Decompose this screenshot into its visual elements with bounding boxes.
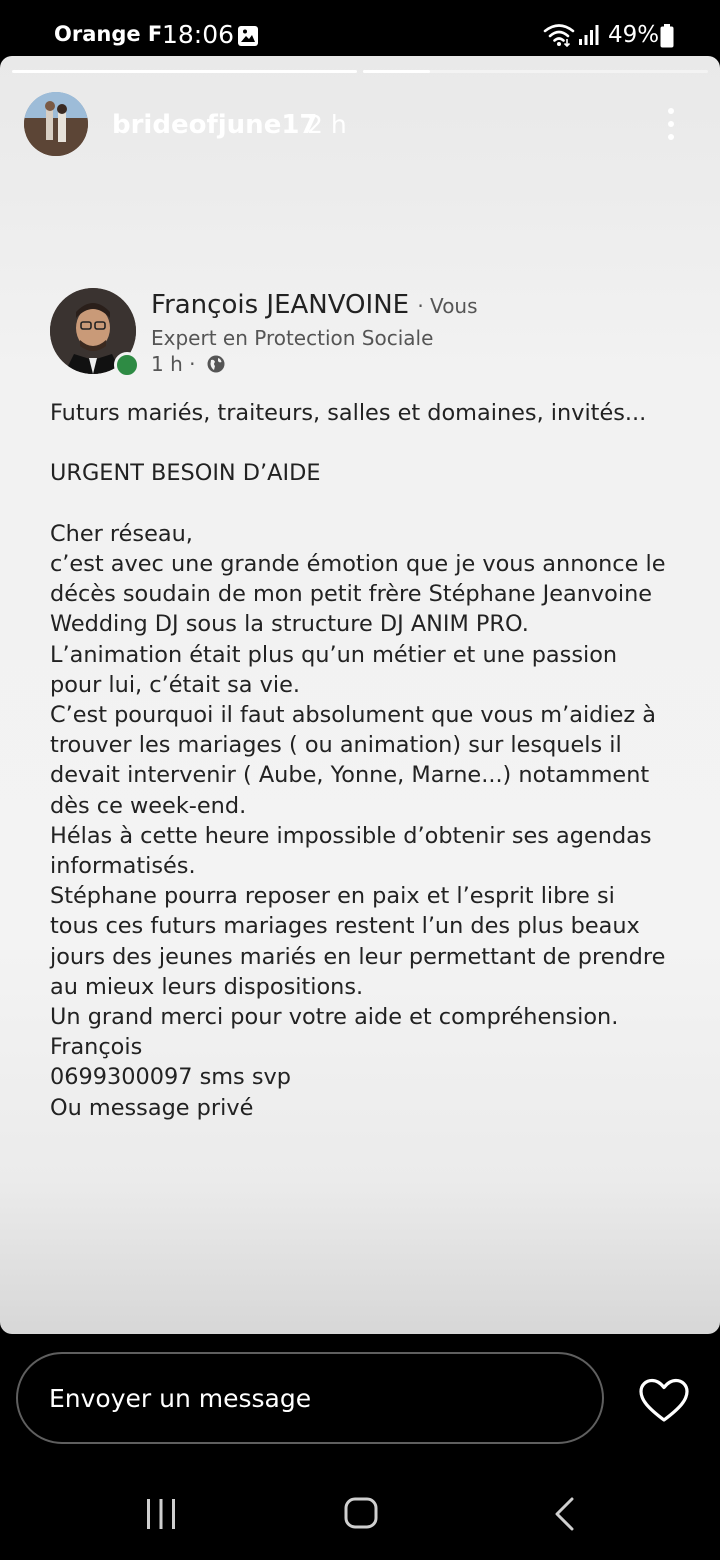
post-body-line: Stéphane pourra reposer en paix et l’esprit libre si [50, 883, 615, 910]
post-body-line: Ou message privé [50, 1094, 254, 1121]
post-author-tag: · Vous [417, 294, 478, 318]
battery-icon [660, 24, 674, 48]
status-clock: 18:06 [162, 20, 235, 49]
post-body-line: dès ce week-end. [50, 792, 247, 819]
post-time: 1 h · [151, 352, 196, 376]
post-body-line: au mieux leurs dispositions. [50, 973, 364, 1000]
post-body-blank-line [50, 489, 700, 519]
post-body-line: trouver les mariages ( ou animation) sur lesquels il [50, 732, 622, 759]
post-body [50, 398, 700, 1123]
post-meta [151, 352, 226, 376]
post-body-line: jours des jeunes mariés en leur permettant de prendre [50, 943, 666, 970]
post-body-line: URGENT BESOIN D’AIDE [50, 460, 321, 487]
globe-icon [206, 354, 226, 374]
image-icon [237, 25, 259, 47]
post-body-line: Futurs mariés, traiteurs, salles et domaines, invités... [50, 400, 647, 426]
signal-icon [578, 24, 600, 46]
post-body-line: c’est avec une grande émotion que je vous annonce le [50, 550, 666, 577]
post-author-headline: Expert en Protection Sociale [151, 326, 434, 350]
post-body-line: informatisés. [50, 853, 196, 880]
post-author [151, 290, 478, 320]
story-viewer[interactable] [0, 56, 720, 1334]
message-input-placeholder: Envoyer un message [49, 1384, 312, 1413]
post-body-line: devait intervenir ( Aube, Yonne, Marne...) notamment [50, 762, 650, 789]
post-body-line: François [50, 1034, 143, 1061]
more-vertical-icon[interactable] [656, 104, 686, 144]
story-progress-segment-1 [12, 70, 357, 73]
home-icon[interactable] [344, 1496, 378, 1530]
message-input[interactable] [16, 1352, 604, 1444]
post-body-line: Cher réseau, [50, 520, 193, 547]
post-body-line: Un grand merci pour votre aide et compréhension. [50, 1004, 619, 1031]
post-body-blank-line [50, 428, 700, 458]
post-body-line: L’animation était plus qu’un métier et une passion [50, 641, 618, 668]
story-username[interactable]: brideofjune17 [112, 110, 318, 140]
post-author-name: François JEANVOINE [151, 290, 410, 320]
post-body-line: décès soudain de mon petit frère Stéphane Jeanvoine [50, 581, 653, 608]
story-time-ago: 2 h [307, 110, 347, 139]
post-body-line: tous ces futurs mariages restent l’un des plus beaux [50, 913, 640, 940]
back-icon[interactable] [552, 1496, 576, 1532]
story-progress-segment-2 [363, 70, 708, 73]
heart-icon[interactable] [638, 1378, 690, 1424]
story-author-avatar[interactable] [24, 92, 88, 156]
wifi-icon [543, 23, 575, 47]
post-body-line: C’est pourquoi il faut absolument que vous m’aidiez à [50, 702, 656, 728]
carrier-name: Orange F [54, 22, 163, 46]
post-body-line: pour lui, c’était sa vie. [50, 671, 300, 698]
recents-icon[interactable] [144, 1497, 178, 1531]
post-body-line: Hélas à cette heure impossible d’obtenir ses agendas [50, 822, 652, 849]
post-body-line: Wedding DJ sous la structure DJ ANIM PRO. [50, 611, 529, 638]
battery-percentage: 49% [608, 22, 660, 48]
post-body-line: 0699300097 sms svp [50, 1064, 291, 1091]
online-status-dot [114, 352, 140, 378]
